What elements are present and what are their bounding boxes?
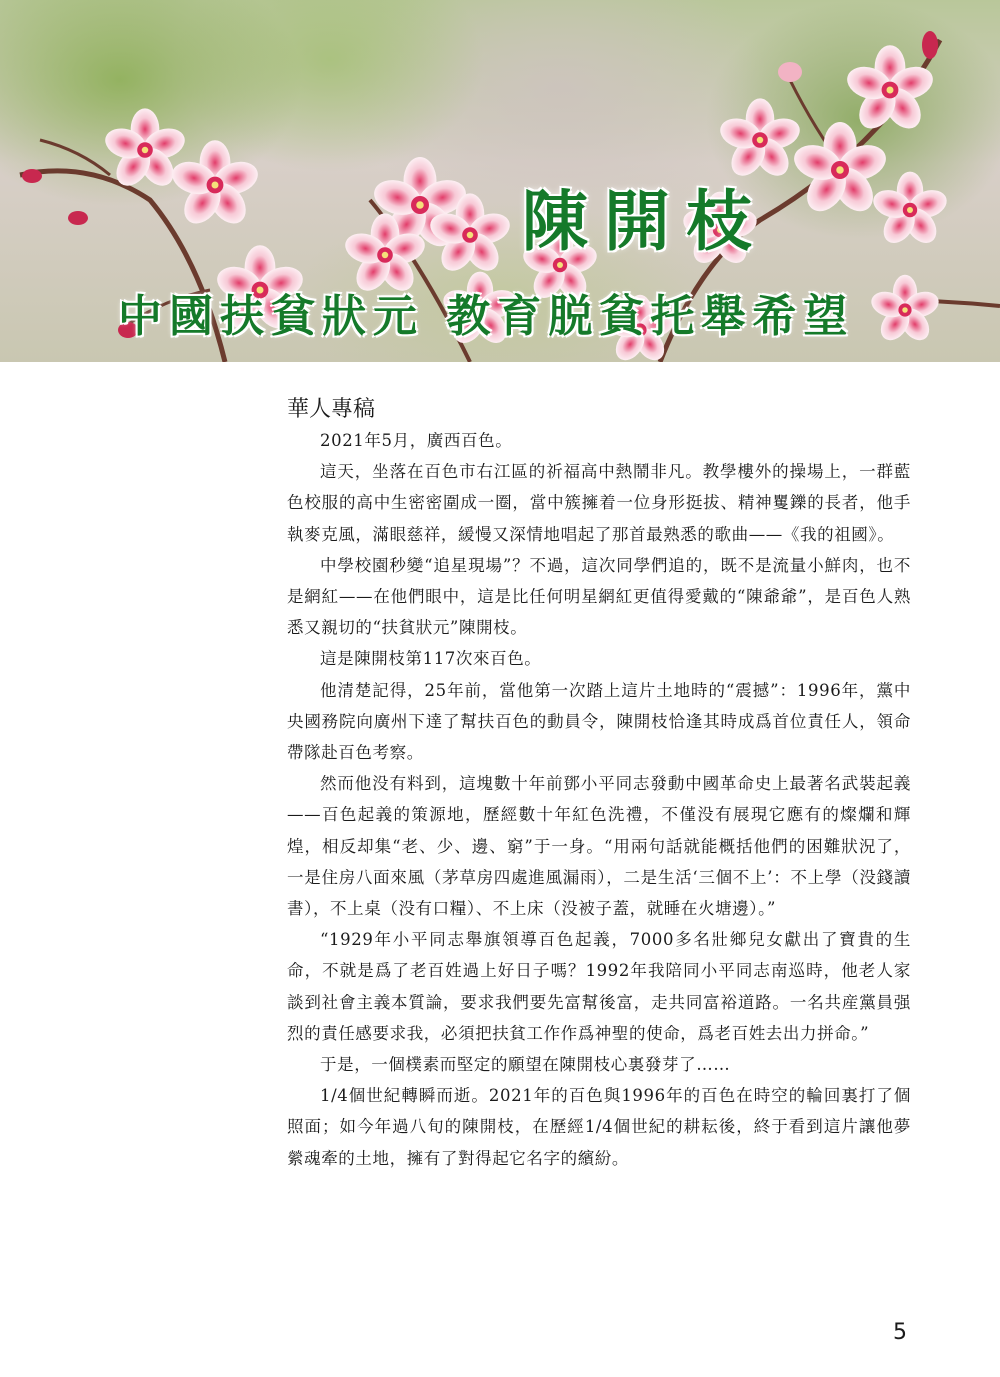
paragraph: 于是，一個樸素而堅定的願望在陳開枝心裏發芽了…… xyxy=(320,1055,731,1075)
paragraph: 中學校園秒變“追星現場”？不過，這次同學們追的，既不是流量小鮮肉，也不是網紅——在他們眼中，這是比任何明星網紅更值得愛戴的“陳爺爺”，是百色人熟悉又親切的“扶貧狀元”陳開枝。 xyxy=(287,555,911,638)
paragraph: 他清楚記得，25年前，當他第一次踏上這片土地時的“震撼”：1996年，黨中央國務院向廣州下達了幫扶百色的動員令，陳開枝恰逢其時成爲首位責任人，領命帶隊赴百色考察。 xyxy=(287,680,911,763)
article-body xyxy=(287,425,911,1174)
main-title: 陳開枝 xyxy=(522,182,768,260)
paragraph: 然而他没有料到，這塊數十年前鄧小平同志發動中國革命史上最著名武裝起義——百色起義的策源地，歷經數十年紅色洗禮，不僅没有展現它應有的燦爛和輝煌，相反却集“老、少、邊、窮”于一身。“用兩句話就能概括他們的困難狀況了，一是住房八面來風（茅草房四處進風漏雨），二是生活‘三個不上’：不上學（没錢讀書），不上桌（没有口糧）、不上床（没被子蓋，就睡在火塘邊）。” xyxy=(287,774,911,919)
subtitle: 中國扶貧狀元 教育脱貧托舉希望 xyxy=(118,291,855,342)
section-label: 華人專稿 xyxy=(287,397,376,422)
paragraph: “1929年小平同志舉旗領導百色起義，7000多名壯鄉兒女獻出了寶貴的生命，不就是爲了老百姓過上好日子嗎？1992年我陪同小平同志南巡時，他老人家談到社會主義本質論，要求我們要先富幫後富，走共同富裕道路。一名共産黨員强烈的責任感要求我，必須把扶貧工作作爲神聖的使命，爲老百姓去出力拼命。” xyxy=(287,930,911,1043)
paragraph: 1/4個世紀轉瞬而逝。2021年的百色與1996年的百色在時空的輪回裏打了個照面；如今年過八旬的陳開枝，在歷經1/4個世紀的耕耘後，終于看到這片讓他夢縈魂牽的土地，擁有了對得起它名字的繽紛。 xyxy=(287,1086,911,1168)
paragraph: 這是陳開枝第117次來百色。 xyxy=(320,649,542,669)
paragraph: 2021年5月，廣西百色。 xyxy=(320,431,513,450)
page-number: 5 xyxy=(893,1320,907,1345)
header-banner xyxy=(0,0,1000,362)
paragraph: 這天，坐落在百色市右江區的祈福高中熱鬧非凡。教學樓外的操場上，一群藍色校服的高中生密密圍成一圈，當中簇擁着一位身形挺拔、精神矍鑠的長者，他手執麥克風，滿眼慈祥，緩慢又深情地唱起了那首最熟悉的歌曲——《我的祖國》。 xyxy=(287,462,911,544)
